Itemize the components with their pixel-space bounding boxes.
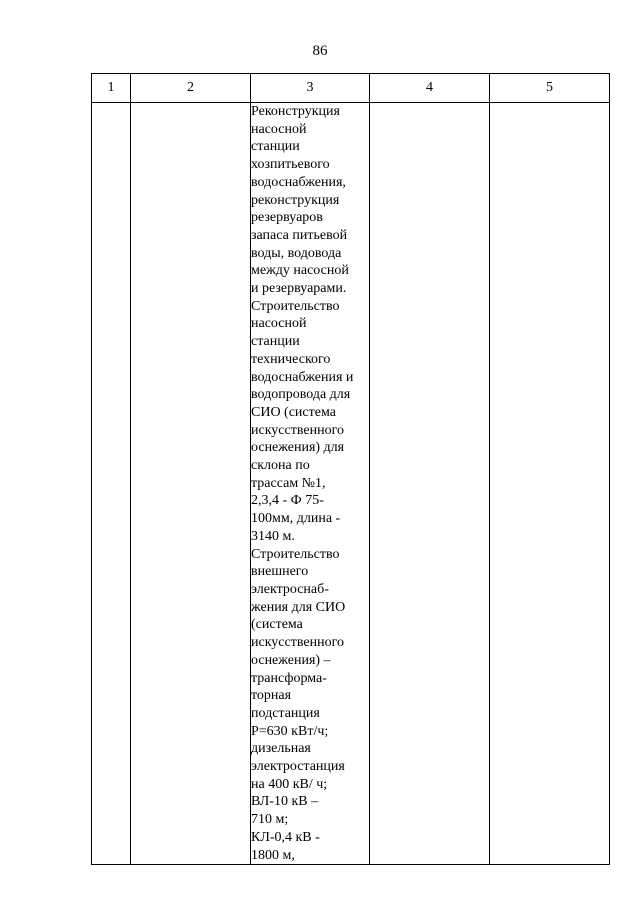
cell-col-3-line: насосной bbox=[251, 121, 307, 137]
cell-col-3-line: 1800 м, bbox=[251, 847, 295, 863]
cell-col-3-line: Р=630 кВт/ч; bbox=[251, 723, 329, 739]
table-header-row bbox=[92, 74, 610, 103]
cell-col-3 bbox=[251, 103, 370, 865]
cell-col-3-line: дизельная bbox=[251, 741, 311, 757]
cell-col-3-line: 3140 м. bbox=[251, 528, 295, 544]
cell-col-1 bbox=[92, 103, 131, 865]
cell-col-2 bbox=[131, 103, 251, 865]
header-col-2: 2 bbox=[131, 74, 251, 103]
cell-col-3-line: технического bbox=[251, 351, 331, 367]
header-col-5: 5 bbox=[490, 74, 610, 103]
cell-col-3-line: склона по bbox=[251, 458, 310, 474]
cell-col-3-line: жения для СИО bbox=[251, 599, 346, 615]
header-col-1: 1 bbox=[92, 74, 131, 103]
cell-col-3-line: электростанция bbox=[251, 759, 345, 775]
page-number: 86 bbox=[312, 43, 328, 59]
header-col-3: 3 bbox=[251, 74, 370, 103]
cell-col-3-line: подстанция bbox=[251, 705, 320, 721]
cell-col-3-line: оснежения) для bbox=[251, 440, 345, 456]
cell-col-5 bbox=[490, 103, 610, 865]
cell-col-3-line: воды, водовода bbox=[251, 245, 342, 261]
cell-col-3-line: трансформа- bbox=[251, 670, 327, 686]
cell-col-3-line: Строительство bbox=[251, 298, 340, 314]
cell-col-3-line: внешнего bbox=[251, 564, 309, 580]
cell-col-3-line: Реконструкция bbox=[251, 104, 340, 119]
cell-col-3-line: СИО (система bbox=[251, 404, 336, 420]
cell-col-3-line: электроснаб- bbox=[251, 581, 329, 597]
cell-col-3-line: искусственного bbox=[251, 422, 344, 438]
cell-col-3-line: ВЛ-10 кВ – bbox=[251, 794, 319, 810]
cell-col-3-line: водоснабжения и bbox=[251, 369, 354, 385]
cell-col-3-line: водоснабжения, bbox=[251, 174, 346, 190]
cell-col-3-line: оснежения) – bbox=[251, 652, 331, 668]
cell-col-3-line: хозпитьевого bbox=[251, 157, 330, 173]
cell-col-3-line: торная bbox=[251, 688, 292, 704]
cell-col-3-line: водопровода для bbox=[251, 387, 351, 403]
cell-col-3-line: и резервуарами. bbox=[251, 281, 347, 297]
cell-col-4 bbox=[370, 103, 490, 865]
cell-col-3-line: Строительство bbox=[251, 546, 340, 562]
header-col-4: 4 bbox=[370, 74, 490, 103]
cell-col-3-line: насосной bbox=[251, 316, 307, 332]
cell-col-3-line: станции bbox=[251, 139, 300, 155]
table-row bbox=[92, 103, 610, 865]
cell-col-3-line: резервуаров bbox=[251, 210, 323, 226]
cell-col-3-line: 2,3,4 - Ф 75- bbox=[251, 493, 324, 509]
cell-col-3-line: реконструкция bbox=[251, 192, 340, 208]
document-table bbox=[91, 73, 610, 865]
cell-col-3-line: на 400 кВ/ ч; bbox=[251, 776, 328, 792]
cell-col-3-line: запаса питьевой bbox=[251, 227, 348, 243]
cell-col-3-line: (система bbox=[251, 617, 303, 633]
cell-col-3-line: КЛ-0,4 кВ - bbox=[251, 829, 320, 845]
cell-col-3-line: трассам №1, bbox=[251, 475, 326, 491]
cell-col-3-line: 710 м; bbox=[251, 812, 289, 828]
cell-col-3-line: 100мм, длина - bbox=[251, 511, 341, 527]
cell-col-3-text bbox=[251, 103, 369, 864]
cell-col-3-line: между насосной bbox=[251, 263, 349, 279]
cell-col-3-line: станции bbox=[251, 334, 300, 350]
cell-col-3-line: искусственного bbox=[251, 635, 344, 651]
